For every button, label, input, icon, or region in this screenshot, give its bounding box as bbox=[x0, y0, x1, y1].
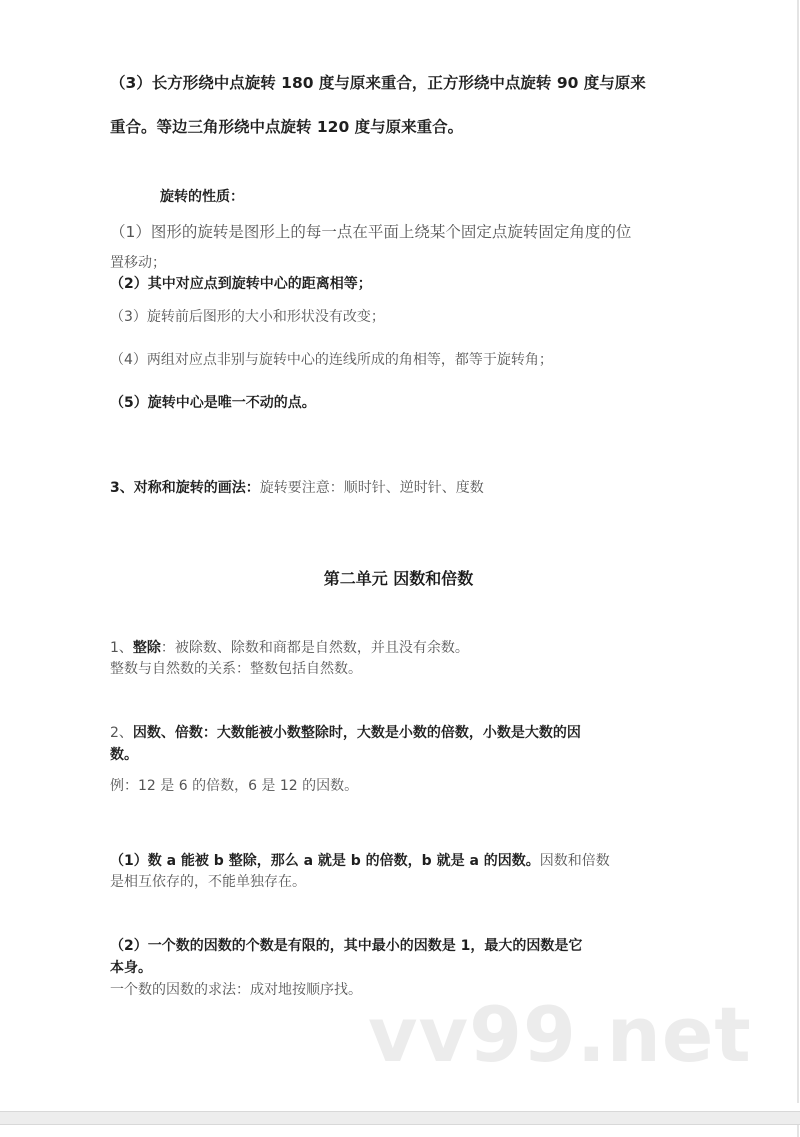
s2-term: 因数、倍数：大数能被小数整除时，大数是小数的倍数，小数是大数的因 bbox=[132, 725, 581, 741]
unit2-s2-line2: 数。 bbox=[110, 747, 138, 763]
unit2-title: 第二单元 因数和倍数 bbox=[323, 569, 474, 588]
unit2-s4-line3: 一个数的因数的求法：成对地按顺序找。 bbox=[110, 982, 362, 998]
unit2-s3-line2: 是相互依存的，不能单独存在。 bbox=[110, 874, 306, 890]
drawing-method-text: 旋转要注意：顺时针、逆时针、度数 bbox=[259, 480, 484, 496]
s1-text: ：被除数、除数和商都是自然数，并且没有余数。 bbox=[160, 640, 469, 656]
unit2-s2-line1 bbox=[110, 723, 581, 743]
unit2-s3-line1 bbox=[110, 851, 610, 871]
drawing-method-label: 3、对称和旋转的画法： bbox=[110, 480, 260, 496]
rotation-property-4: （4）两组对应点非别与旋转中心的连线所成的角相等，都等于旋转角； bbox=[110, 352, 553, 368]
drawing-method bbox=[110, 478, 484, 498]
rotation-property-3: （3）旋转前后图形的大小和形状没有改变； bbox=[110, 309, 385, 325]
rotation-property-1-line2: 置移动； bbox=[110, 255, 166, 271]
s2-num: 2、 bbox=[110, 725, 133, 741]
s3-normal: 因数和倍数 bbox=[539, 853, 610, 869]
rotation-property-1-line1: （1）图形的旋转是图形上的每一点在平面上绕某个固定点旋转固定角度的位 bbox=[110, 223, 632, 241]
rotation-item3-line2: 重合。等边三角形绕中点旋转 120 度与原来重合。 bbox=[110, 118, 464, 136]
unit2-s4-line1: （2）一个数的因数的个数是有限的，其中最小的因数是 1，最大的因数是它 bbox=[110, 938, 583, 954]
next-page bbox=[0, 1125, 799, 1137]
page-separator bbox=[0, 1111, 800, 1125]
rotation-properties-heading: 旋转的性质： bbox=[160, 189, 244, 205]
unit2-s1-line1 bbox=[110, 638, 469, 658]
s1-num: 1、 bbox=[110, 640, 133, 656]
unit2-s2-example: 例：12 是 6 的倍数，6 是 12 的因数。 bbox=[110, 778, 359, 794]
watermark: vv99.net bbox=[368, 990, 752, 1079]
rotation-property-2: （2）其中对应点到旋转中心的距离相等； bbox=[110, 276, 372, 292]
s3-bold: （1）数 a 能被 b 整除，那么 a 就是 b 的倍数，b 就是 a 的因数。 bbox=[110, 853, 540, 869]
unit2-s4-line2: 本身。 bbox=[110, 960, 152, 976]
rotation-item3-line1: （3）长方形绕中点旋转 180 度与原来重合，正方形绕中点旋转 90 度与原来 bbox=[110, 74, 646, 92]
rotation-property-5: （5）旋转中心是唯一不动的点。 bbox=[110, 395, 316, 411]
unit2-s1-line2: 整数与自然数的关系：整数包括自然数。 bbox=[110, 661, 362, 677]
s1-term: 整除 bbox=[132, 640, 161, 656]
